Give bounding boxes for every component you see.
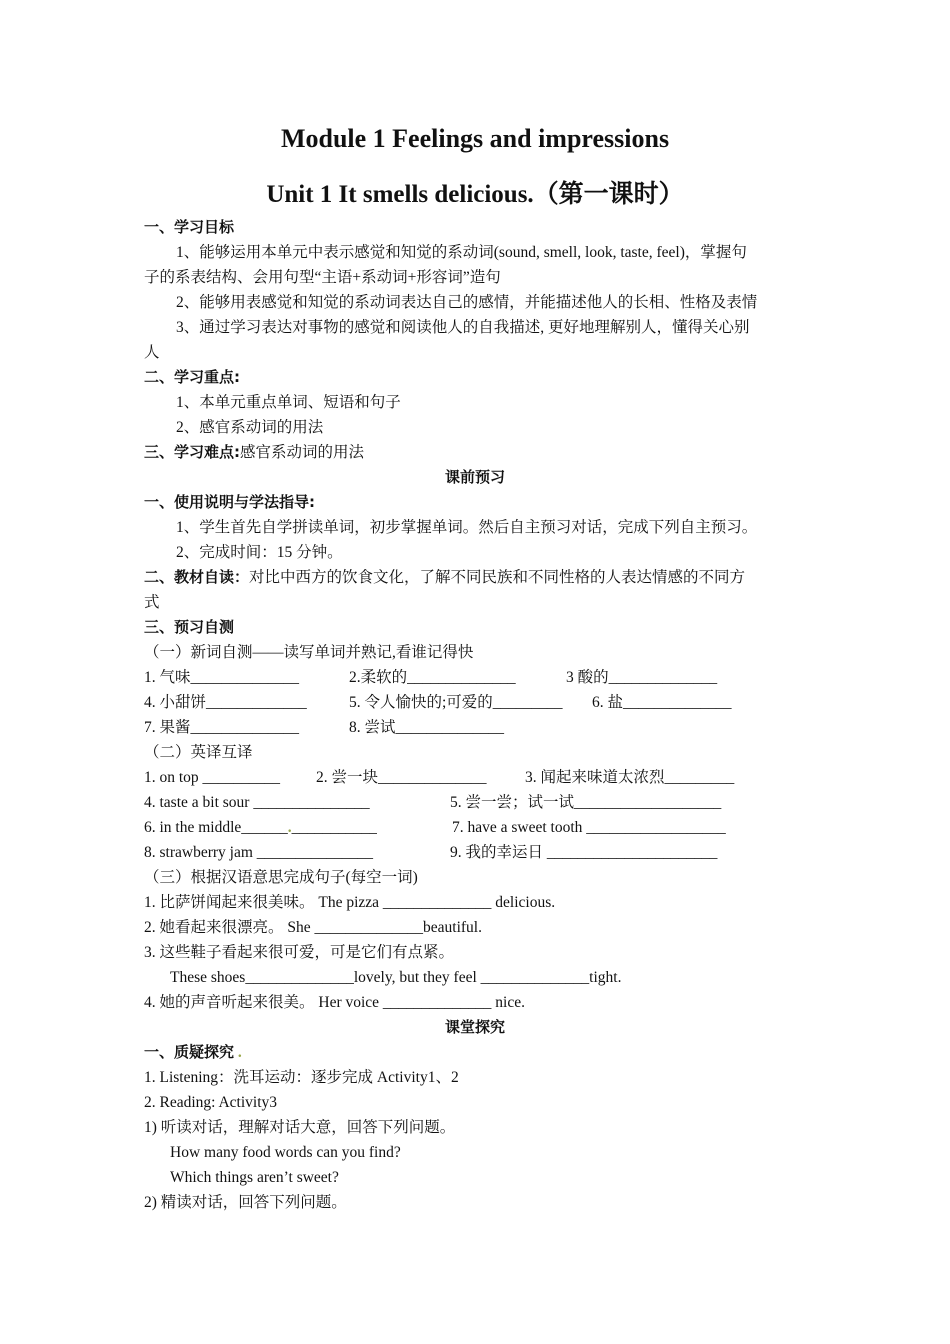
difficulty-line [144, 440, 809, 465]
translation-item: 8. strawberry jam _______________ [144, 844, 374, 861]
translation-item: 9. 我的幸运日 ______________________ [450, 844, 718, 861]
vocab-test-heading: （一）新词自测——读写单词并熟记,看谁记得快 [144, 644, 474, 661]
inquiry-line [144, 1040, 809, 1065]
reading-step-1: 1) 听读对话，理解对话大意，回答下列问题。 [144, 1119, 456, 1136]
translation-item: 4. taste a bit sour _______________ [144, 794, 370, 811]
reading-task: 2. Reading: Activity3 [144, 1094, 278, 1111]
vocab-item: 2.柔软的______________ [349, 669, 516, 686]
translation-item: 5. 尝一尝；试一试___________________ [450, 794, 722, 811]
goal-2: 2、能够用表感觉和知觉的系动词表达自己的感情，并能描述他人的长相、性格及表情 [176, 294, 758, 311]
textbook-reading-line [144, 565, 809, 590]
key-point-1: 1、本单元重点单词、短语和句子 [176, 394, 401, 411]
sentence-4: 4. 她的声音听起来很美。 Her voice ______________ nice. [144, 994, 525, 1011]
instructions-heading: 一、使用说明与学法指导: [144, 493, 315, 511]
section-goals-heading: 一、学习目标 [144, 218, 235, 236]
sentence-3: 3. 这些鞋子看起来很可爱，可是它们有点紧。 [144, 944, 455, 961]
section-difficulty-heading: 三、学习难点: [144, 443, 240, 461]
page-subtitle: Unit 1 It smells delicious.（第一课时） [266, 181, 684, 208]
reading-step-2: 2) 精读对话，回答下列问题。 [144, 1194, 347, 1211]
sentence-3-english: These shoes______________lovely, but they feel ______________tight. [170, 969, 622, 986]
preview-section-title: 课前预习 [444, 468, 505, 486]
goal-1: 1、能够运用本单元中表示感觉和知觉的系动词(sound, smell, look, taste, feel)，掌握句 [176, 244, 747, 261]
translation-item: 7. have a sweet tooth __________________ [452, 819, 726, 836]
question-food-words: How many food words can you find? [170, 1144, 401, 1161]
vocab-item: 8. 尝试______________ [349, 719, 505, 736]
translation-item: 3. 闻起来味道太浓烈_________ [525, 769, 735, 786]
goal-3-cont: 人 [144, 344, 160, 361]
listening-task: 1. Listening：洗耳运动：逐步完成 Activity1、2 [144, 1069, 459, 1086]
vocab-item: 6. 盐______________ [592, 694, 732, 711]
vocab-item: 1. 气味______________ [144, 669, 300, 686]
translation-item: 6. in the middle______.___________ [144, 819, 377, 836]
class-section-title: 课堂探究 [444, 1018, 505, 1036]
vocab-item: 7. 果酱______________ [144, 719, 300, 736]
inquiry-heading: 一、质疑探究 [144, 1043, 235, 1061]
translation-item: 1. on top __________ [144, 769, 281, 786]
question-not-sweet: Which things aren’t sweet? [170, 1169, 339, 1186]
translation-item: 2. 尝一块______________ [316, 769, 487, 786]
section-key-heading: 二、学习重点: [144, 368, 240, 386]
key-point-2: 2、感官系动词的用法 [176, 419, 324, 436]
goal-1-cont: 子的系表结构、会用句型“主语+系动词+形容词”造句 [144, 269, 501, 286]
stray-dot-mark: . [237, 1044, 242, 1061]
sentence-1: 1. 比萨饼闻起来很美味。 The pizza ______________ delicious. [144, 894, 556, 911]
textbook-reading-cont: 式 [144, 594, 160, 611]
textbook-reading-heading: 二、教材自读： [144, 568, 250, 586]
vocab-item: 4. 小甜饼_____________ [144, 694, 307, 711]
vocab-item: 5. 令人愉快的;可爱的_________ [349, 694, 563, 711]
instruction-2: 2、完成时间：15 分钟。 [176, 544, 343, 561]
stray-dot-mark: . [287, 819, 292, 836]
self-test-heading: 三、预习自测 [144, 618, 235, 636]
vocab-item: 3 酸的______________ [566, 669, 718, 686]
sentence-heading: （三）根据汉语意思完成句子(每空一词) [144, 869, 418, 886]
sentence-2: 2. 她看起来很漂亮。 She ______________beautiful. [144, 919, 482, 936]
goal-3: 3、通过学习表达对事物的感觉和阅读他人的自我描述, 更好地理解别人，懂得关心别 [176, 319, 750, 336]
difficulty-text: 感官系动词的用法 [240, 444, 365, 461]
instruction-1: 1、学生首先自学拼读单词，初步掌握单词。然后自主预习对话，完成下列自主预习。 [176, 519, 758, 536]
page-title: Module 1 Feelings and impressions [280, 124, 670, 153]
textbook-reading-text: 对比中西方的饮食文化，了解不同民族和不同性格的人表达情感的不同方 [249, 569, 746, 586]
translation-heading: （二）英译互译 [144, 744, 253, 761]
